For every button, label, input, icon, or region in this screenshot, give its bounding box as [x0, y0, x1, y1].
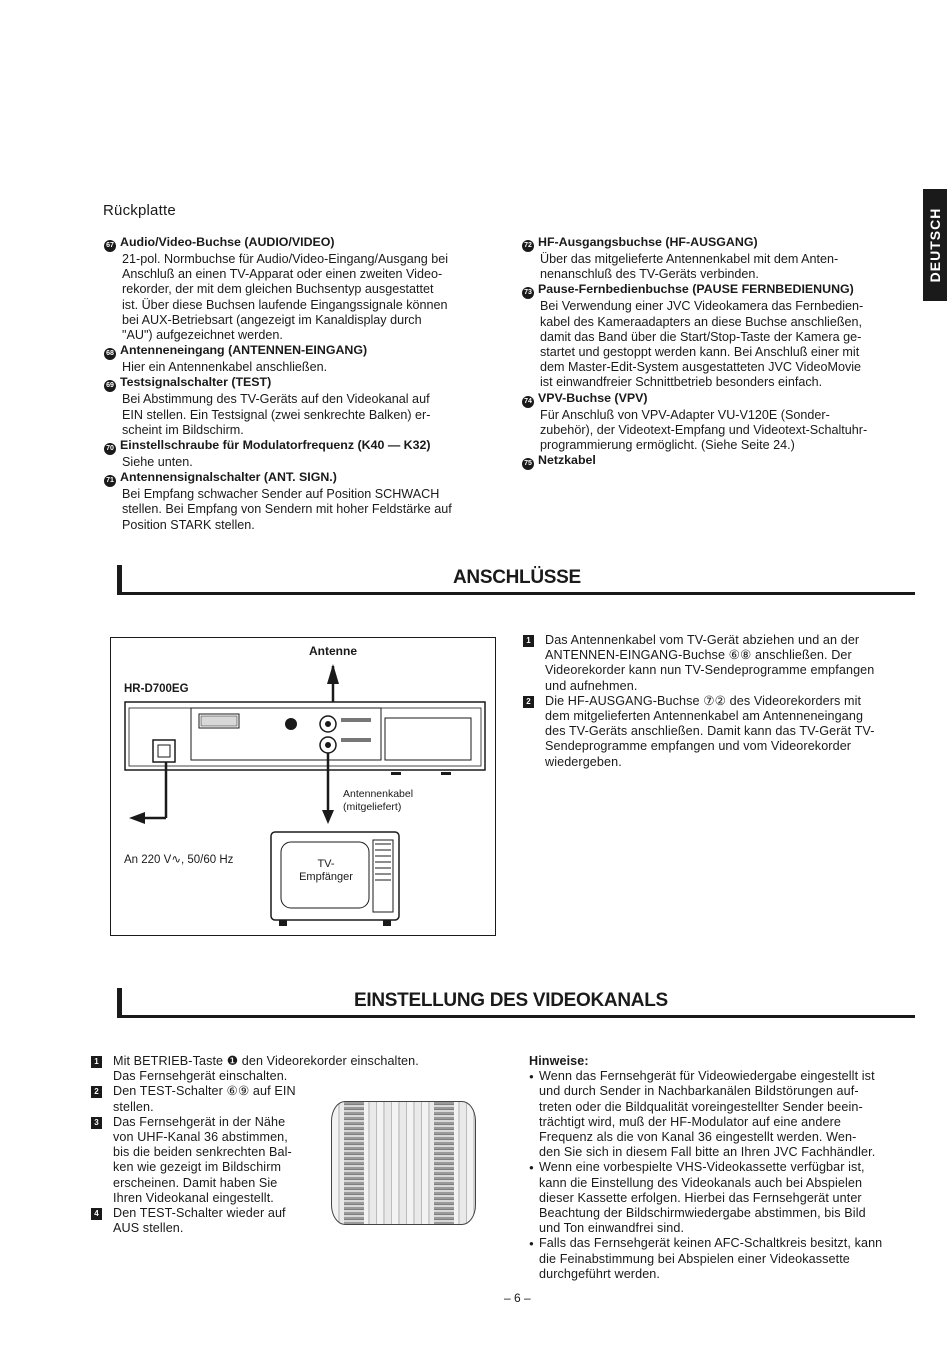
rueckplatte-item-text: Hier ein Antennenkabel anschließen. — [122, 360, 328, 375]
rueckplatte-item-text: "AU") aufgezeichnet werden. — [122, 328, 283, 343]
step-text: Den TEST-Schalter wieder auf — [113, 1206, 286, 1221]
rueckplatte-item-text: Bei Verwendung einer JVC Videokamera das Fernbedien- — [540, 299, 864, 314]
step-item — [91, 1206, 323, 1236]
diagram-tv-label-line2: Empfänger — [299, 871, 353, 883]
note-text: und Ton einwandfrei sind. — [539, 1221, 685, 1236]
rueckplatte-item-text: nenanschluß des TV-Geräts verbinden. — [540, 267, 759, 282]
step-text: stellen. — [113, 1099, 154, 1114]
diagram-model-label: HR-D700EG — [124, 683, 189, 695]
rueckplatte-item-title: Pause-Fernbedienbuchse (PAUSE FERNBEDIENUNG) — [538, 282, 854, 297]
step-text: wiedergeben. — [545, 754, 622, 769]
test-signal-screen-image — [331, 1101, 476, 1225]
banner-anschluesse — [117, 565, 915, 595]
rueckplatte-item-title: Einstellschraube für Modulatorfrequenz (K40 — K32) — [120, 438, 431, 453]
item-number-badge: 69 — [104, 380, 116, 392]
test-signal-bar — [344, 1102, 364, 1224]
rueckplatte-item-title: Netzkabel — [538, 453, 596, 468]
item-number-badge: 75 — [522, 458, 534, 470]
bullet-icon: ● — [529, 1163, 534, 1173]
note-text: dieser Kassette erfolgen. Hierbei das Fernsehgerät unter — [539, 1190, 862, 1205]
bullet-icon: ● — [529, 1239, 534, 1249]
banner-bar — [117, 565, 122, 592]
language-tab-label: DEUTSCH — [927, 207, 943, 283]
item-number-badge: 74 — [522, 396, 534, 408]
rueckplatte-item-text: rekorder, der mit dem gleichen Buchsentyp ausgestattet — [122, 282, 434, 297]
step-item — [91, 1054, 511, 1084]
step-text: Den TEST-Schalter ⑥⑨ auf EIN — [113, 1084, 296, 1099]
banner-videokanal — [117, 988, 915, 1018]
rueckplatte-item-text: damit das Band über die Start/Stop-Taste der Kamera ge- — [540, 329, 862, 344]
rueckplatte-item — [104, 235, 499, 343]
step-text: Mit BETRIEB-Taste ❶ den Videorekorder einschalten. — [113, 1054, 419, 1068]
note-text: die Feinabstimmung bei Abspielen einer Videokassette — [539, 1251, 850, 1266]
rueckplatte-item-title: Antenneneingang (ANTENNEN-EINGANG) — [120, 343, 368, 358]
rueckplatte-item-text: programmierung ermöglicht. (Siehe Seite 24.) — [540, 438, 795, 453]
note-item — [529, 1160, 917, 1236]
rueckplatte-left-column — [104, 235, 499, 533]
language-tab — [923, 189, 947, 301]
notes-list — [529, 1069, 917, 1282]
rueckplatte-item-text: zubehör), der Videotext-Empfang und Videotext-Schaltuhr- — [540, 422, 868, 437]
diagram-power-label: An 220 V∿, 50/60 Hz — [124, 854, 234, 866]
step-text: ken wie gezeigt im Bildschirm — [113, 1160, 282, 1175]
rueckplatte-item-heading — [522, 453, 912, 470]
rueckplatte-item — [104, 343, 499, 375]
rueckplatte-item-text: Siehe unten. — [122, 455, 193, 470]
note-text: trächtigt wird, muß der HF-Modulator auf eine andere — [539, 1114, 841, 1129]
note-item — [529, 1236, 917, 1282]
step-item — [523, 694, 915, 770]
rueckplatte-item-text: Anschluß an einen TV-Apparat oder einen zweiten Video- — [122, 267, 443, 282]
banner-bar — [117, 988, 122, 1015]
item-number-badge: 73 — [522, 287, 534, 299]
banner-title: ANSCHLÜSSE — [453, 567, 581, 588]
item-number-badge: 68 — [104, 348, 116, 360]
step-text: dem mitgelieferten Antennenkabel am Antenneneingang — [545, 709, 864, 724]
rueckplatte-item-text: Bei Empfang schwacher Sender auf Position SCHWACH — [122, 487, 440, 502]
step-number-badge: 1 — [91, 1056, 102, 1068]
step-text: AUS stellen. — [113, 1221, 184, 1236]
rueckplatte-item-heading — [104, 438, 499, 455]
rueckplatte-item-text: scheint im Bildschirm. — [122, 422, 244, 437]
step-text: Videorekorder kann nun TV-Sendeprogramme empfangen — [545, 663, 875, 678]
rueckplatte-item-text: Position STARK stellen. — [122, 517, 255, 532]
note-text: durchgeführt werden. — [539, 1266, 661, 1281]
rueckplatte-item-heading — [522, 391, 912, 408]
test-signal-bar — [434, 1102, 454, 1224]
rueckplatte-item-text: dem Master-Edit-System ausgestatteten JVC VideoMovie — [540, 360, 862, 375]
step-text: ANTENNEN-EINGANG-Buchse ⑥⑧ anschließen. Der — [545, 648, 852, 663]
note-text: Falls das Fernsehgerät keinen AFC-Schaltkreis besitzt, kann — [539, 1236, 883, 1251]
rueckplatte-item-heading — [522, 282, 912, 299]
diagram-antenna-label: Antenne — [309, 644, 357, 658]
rueckplatte-item — [104, 438, 499, 470]
rueckplatte-item-text: EIN stellen. Ein Testsignal (zwei senkrechte Balken) er- — [122, 407, 431, 422]
diagram-cable-label — [343, 788, 413, 814]
note-text: den Sie sich in diesem Fall bitte an Ihren JVC Fachhändler. — [539, 1145, 876, 1160]
step-number-badge: 4 — [91, 1208, 102, 1220]
banner-title: EINSTELLUNG DES VIDEOKANALS — [354, 990, 668, 1011]
note-text: und durch Sender in Nachbarkanälen Bildstörungen auf- — [539, 1084, 859, 1099]
rueckplatte-item-text: kabel des Kameraadapters an diese Buchse anschließen, — [540, 314, 863, 329]
diagram-tv-label-line1: TV- — [317, 858, 335, 870]
rueckplatte-item-heading — [104, 343, 499, 360]
rueckplatte-item-title: Audio/Video-Buchse (AUDIO/VIDEO) — [120, 235, 335, 249]
rueckplatte-item-text: ist. Über diese Buchsen laufende Eingangssignale können — [122, 297, 448, 312]
bullet-icon: ● — [529, 1072, 534, 1082]
step-text: von UHF-Kanal 36 abstimmen, — [113, 1130, 288, 1145]
notes-block — [529, 1054, 917, 1282]
note-text: Wenn das Fernsehgerät für Videowiedergabe eingestellt ist — [539, 1069, 875, 1084]
rueckplatte-item-title: Testsignalschalter (TEST) — [120, 375, 272, 390]
rueckplatte-item-heading — [104, 470, 499, 487]
step-text: Das Fernsehgerät in der Nähe — [113, 1114, 286, 1129]
step-item — [91, 1115, 323, 1206]
rueckplatte-item-text: Bei Abstimmung des TV-Geräts auf den Videokanal auf — [122, 392, 430, 407]
step-number-badge: 1 — [523, 635, 534, 647]
rueckplatte-item — [522, 282, 912, 390]
step-text: bis die beiden senkrechten Bal- — [113, 1145, 292, 1160]
rueckplatte-item-title: HF-Ausgangsbuchse (HF-AUSGANG) — [538, 235, 758, 249]
diagram-cable-label-line1: Antennenkabel — [343, 788, 414, 800]
rueckplatte-right-column — [522, 235, 912, 470]
step-text: Das Fernsehgerät einschalten. — [113, 1069, 288, 1084]
note-text: treten oder die Bildqualität voreingestellter Sender beein- — [539, 1099, 863, 1114]
item-number-badge: 72 — [522, 240, 534, 252]
note-text: Wenn eine vorbespielte VHS-Videokassette verfügbar ist, — [539, 1160, 865, 1175]
step-number-badge: 2 — [91, 1086, 102, 1098]
rueckplatte-item-heading — [522, 235, 912, 252]
section-heading-rueckplatte: Rückplatte — [103, 202, 176, 219]
rueckplatte-item-title: VPV-Buchse (VPV) — [538, 390, 648, 405]
step-text: des TV-Geräts anschließen. Damit kann das TV-Gerät TV- — [545, 724, 875, 739]
step-text: Die HF-AUSGANG-Buchse ⑦② des Videorekorders mit — [545, 693, 862, 708]
step-text: Sendeprogramme empfangen und vom Videorekorder — [545, 739, 852, 754]
rueckplatte-item-text: Über das mitgelieferte Antennenkabel mit dem Anten- — [540, 252, 839, 266]
rueckplatte-item-text: 21-pol. Normbuchse für Audio/Video-Eingang/Ausgang bei — [122, 252, 449, 266]
diagram-tv-label — [291, 858, 361, 884]
rueckplatte-item-text: Für Anschluß von VPV-Adapter VU-V120E (Sonder- — [540, 407, 830, 422]
anschluesse-steps — [523, 633, 915, 770]
item-number-badge: 70 — [104, 443, 116, 455]
notes-heading: Hinweise: — [529, 1054, 589, 1068]
note-text: Frequenz als die von Kanal 36 eingestellt werden. Wen- — [539, 1130, 857, 1145]
rueckplatte-item — [104, 470, 499, 533]
rueckplatte-item-text: startet und gestoppt werden kann. Bei Anschluß einer mit — [540, 345, 860, 360]
rueckplatte-item — [522, 391, 912, 454]
rueckplatte-item — [522, 453, 912, 470]
rueckplatte-item-heading — [104, 235, 499, 252]
rueckplatte-item-heading — [104, 375, 499, 392]
step-item — [523, 633, 915, 694]
rueckplatte-item-text: stellen. Bei Empfang von Sendern mit hoher Feldstärke auf — [122, 502, 452, 517]
item-number-badge: 67 — [104, 240, 116, 252]
step-text: Ihren Videokanal eingestellt. — [113, 1190, 274, 1205]
diagram-cable-label-line2: (mitgeliefert) — [343, 801, 402, 813]
rueckplatte-item-title: Antennensignalschalter (ANT. SIGN.) — [120, 470, 337, 485]
rueckplatte-item — [104, 375, 499, 438]
note-item — [529, 1069, 917, 1160]
step-number-badge: 3 — [91, 1117, 102, 1129]
step-text: erscheinen. Damit haben Sie — [113, 1175, 278, 1190]
step-item — [91, 1084, 323, 1114]
item-number-badge: 71 — [104, 475, 116, 487]
note-text: kann die Einstellung des Videokanals auch bei Abspielen — [539, 1175, 863, 1190]
rueckplatte-item — [522, 235, 912, 282]
page-number: – 6 – — [504, 1291, 531, 1305]
note-text: Beachtung der Bildschirmwiedergabe abstimmen, bis Bild — [539, 1206, 866, 1221]
step-text: Das Antennenkabel vom TV-Gerät abziehen und an der — [545, 633, 860, 647]
rueckplatte-item-text: bei AUX-Betriebsart (angezeigt im Kanaldisplay durch — [122, 312, 422, 327]
step-text: und aufnehmen. — [545, 678, 638, 693]
rueckplatte-item-text: ist einwandfreier Schnittbetrieb besonders einfach. — [540, 375, 823, 390]
step-number-badge: 2 — [523, 696, 534, 708]
connection-diagram — [110, 637, 496, 936]
